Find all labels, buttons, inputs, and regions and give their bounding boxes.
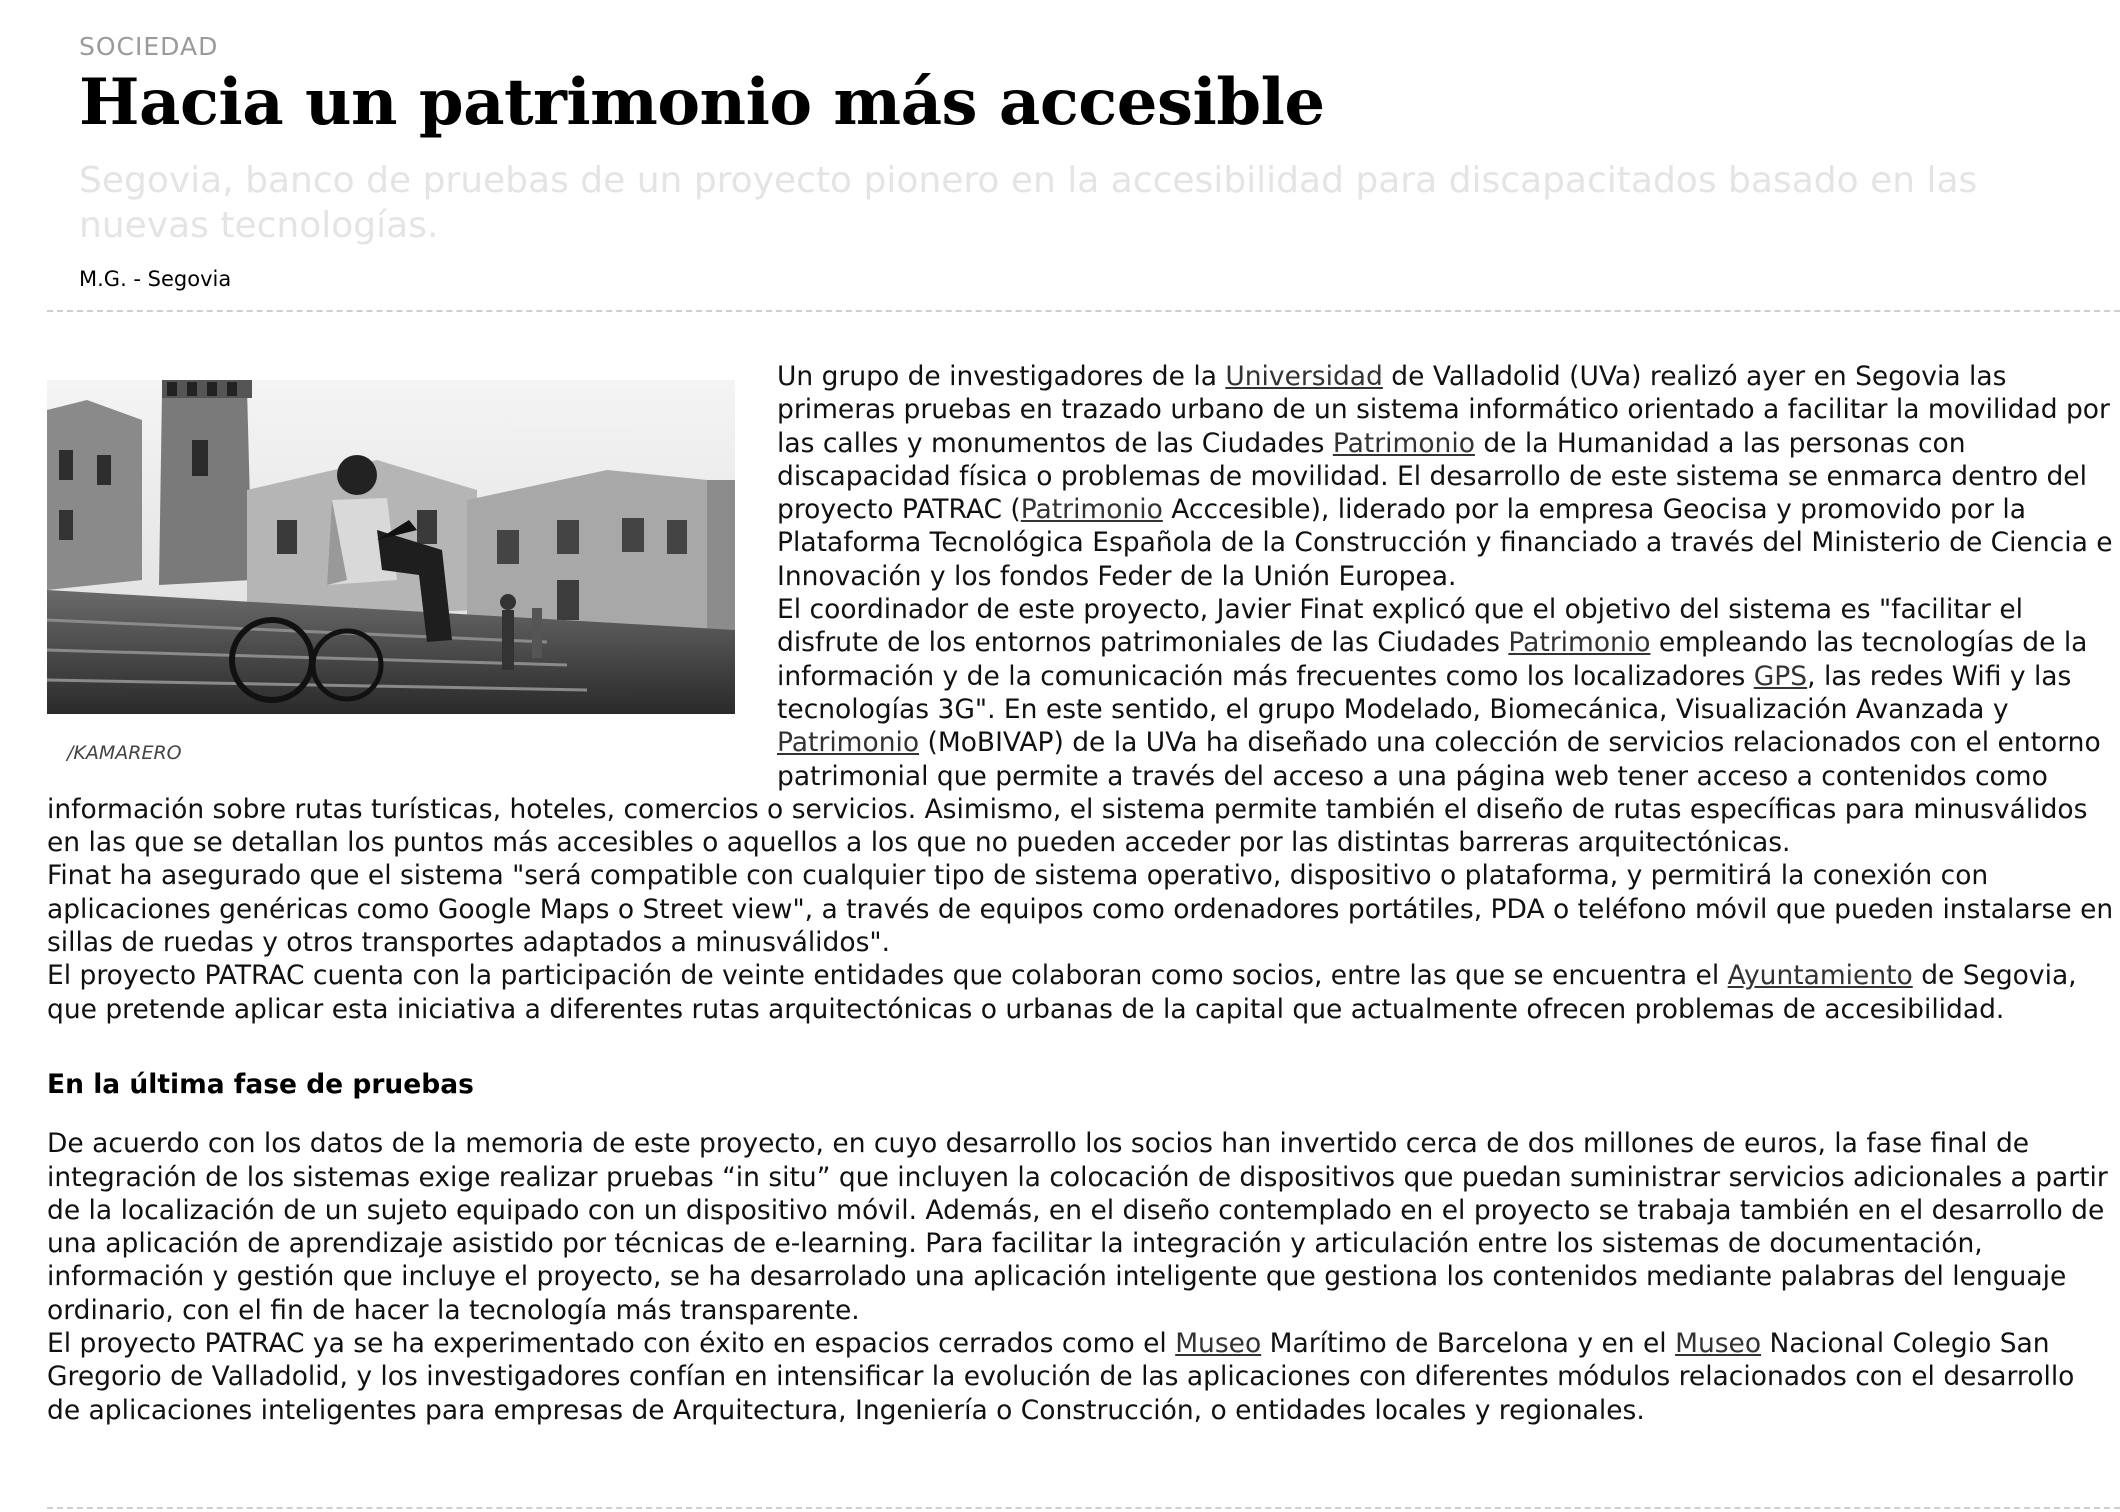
text-span: empleando las tecnologías de la información y de la comunicación más frecuentes como los localizadores	[777, 627, 2088, 692]
text-span: Un grupo de investigadores de la	[777, 361, 1226, 392]
text-span: El proyecto PATRAC cuenta con la participación de veinte entidades que colaboran como socios, entre las que se encuentra el	[47, 960, 1728, 992]
link-ayuntamiento[interactable]: Ayuntamiento	[1727, 960, 1913, 992]
article-figure	[47, 380, 737, 766]
text-span: de la Humanidad a las personas con discapacidad física o problemas de movilidad. El desarrollo de este sistema se enmarca dentro del proyecto PATRAC (	[777, 427, 2087, 526]
text-span: , las redes Wifi y las tecnologías 3G". En este sentido, el grupo Modelado, Biomecánica, Visualización Avanzada y	[777, 660, 2072, 725]
link-gps[interactable]: GPS	[1753, 660, 1808, 692]
page-title: Hacia un patrimonio más accesible	[79, 65, 1325, 140]
link-museo[interactable]: Museo	[1675, 1328, 1762, 1360]
byline: M.G. - Segovia	[79, 267, 232, 291]
link-patrimonio[interactable]: Patrimonio	[1332, 427, 1475, 459]
paragraph-5: De acuerdo con los datos de la memoria de este proyecto, en cuyo desarrollo los socios han invertido cerca de dos millones de euros, la fase final de integración de los sistemas exige realizar pruebas “in situ” que incluyen la colocación de dispositivos que puedan suministrar servicios adicionales a partir de la localización de un sujeto equipado con un dispositivo móvil. Además, en el diseño contemplado en el proyecto se trabaja también en el desarrollo de una aplicación de aprendizaje asistido por técnicas de e-learning. Para facilitar la integración y articulación entre los sistemas de documentación, información y gestión que incluye el proyecto, se ha desarrolado una aplicación inteligente que gestiona los contenidos mediante palabras del lenguaje ordinario, con el fin de hacer la tecnología más transparente.	[47, 1128, 2108, 1326]
paragraph-6	[47, 1327, 2115, 1427]
divider-top	[47, 310, 2120, 312]
link-patrimonio[interactable]: Patrimonio	[1508, 627, 1651, 659]
link-patrimonio[interactable]: Patrimonio	[1020, 494, 1163, 526]
article-body	[47, 360, 2115, 1427]
section-label[interactable]: SOCIEDAD	[79, 32, 219, 61]
section-subheading: En la última fase de pruebas	[47, 1068, 474, 1100]
link-patrimonio[interactable]: Patrimonio	[777, 727, 920, 759]
text-span: Acccesible), liderado por la empresa Geocisa y promovido por la Plataforma Tecnológica Española de la Construcción y financiado a través del Ministerio de Ciencia e Innovación y los fondos Feder de la Unión Europea.	[777, 494, 2113, 592]
divider-bottom	[47, 1507, 2120, 1509]
article-header	[79, 30, 2079, 294]
text-span: El coordinador de este proyecto, Javier Finat explicó que el objetivo del sistema es "facilitar el disfrute de los entornos patrimoniales de las Ciudades	[777, 594, 2024, 659]
text-span: Nacional Colegio San Gregorio de Valladolid, y los investigadores confían en intensificar la evolución de las aplicaciones con diferentes módulos relacionados con el desarrollo de aplicaciones inteligentes para empresas de Arquitectura, Ingeniería o Construcción, o entidades locales y regionales.	[47, 1328, 2075, 1426]
photo-caption: /KAMARERO	[67, 742, 182, 764]
text-span: Marítimo de Barcelona y en el	[1261, 1328, 1676, 1360]
text-span: de Valladolid (UVa) realizó ayer en Segovia las primeras pruebas en trazado urbano de un sistema informático orientado a facilitar la movilidad por las calles y monumentos de las Ciudades	[777, 361, 2110, 459]
article-photo	[47, 380, 735, 714]
paragraph-3: Finat ha asegurado que el sistema "será compatible con cualquier tipo de sistema operativo, dispositivo o plataforma, y permitirá la conexión con aplicaciones genéricas como Google Maps o Street view", a través de equipos como ordenadores portátiles, PDA o teléfono móvil que pueden instalarse en sillas de ruedas y otros transportes adaptados a minusválidos".	[47, 860, 2114, 959]
paragraph-4	[47, 959, 2115, 1026]
text-span: (MoBIVAP) de la UVa ha diseñado una colección de servicios relacionados con el entorno patrimonial que permite a través del acceso a una página web tener acceso a contenidos como información sobre rutas turísticas, hoteles, comercios o servicios. Asimismo, el sistema permite también el diseño de rutas específicas para minusválidos en las que se detallan los puntos más accesibles o aquellos a los que no pueden acceder por las distintas barreras arquitectónicas.	[47, 727, 2101, 859]
link-universidad[interactable]: Universidad	[1225, 361, 1383, 392]
link-museo[interactable]: Museo	[1175, 1328, 1262, 1360]
article-subtitle: Segovia, banco de pruebas de un proyecto pionero en la accesibilidad para discapacitados basado en las nuevas tecnologías.	[79, 160, 1978, 246]
text-span: de Segovia, que pretende aplicar esta iniciativa a diferentes rutas arquitectónicas o urbanas de la capital que actualmente ofrecen problemas de accesibilidad.	[47, 960, 2077, 1025]
text-span: El proyecto PATRAC ya se ha experimentado con éxito en espacios cerrados como el	[47, 1328, 1176, 1360]
